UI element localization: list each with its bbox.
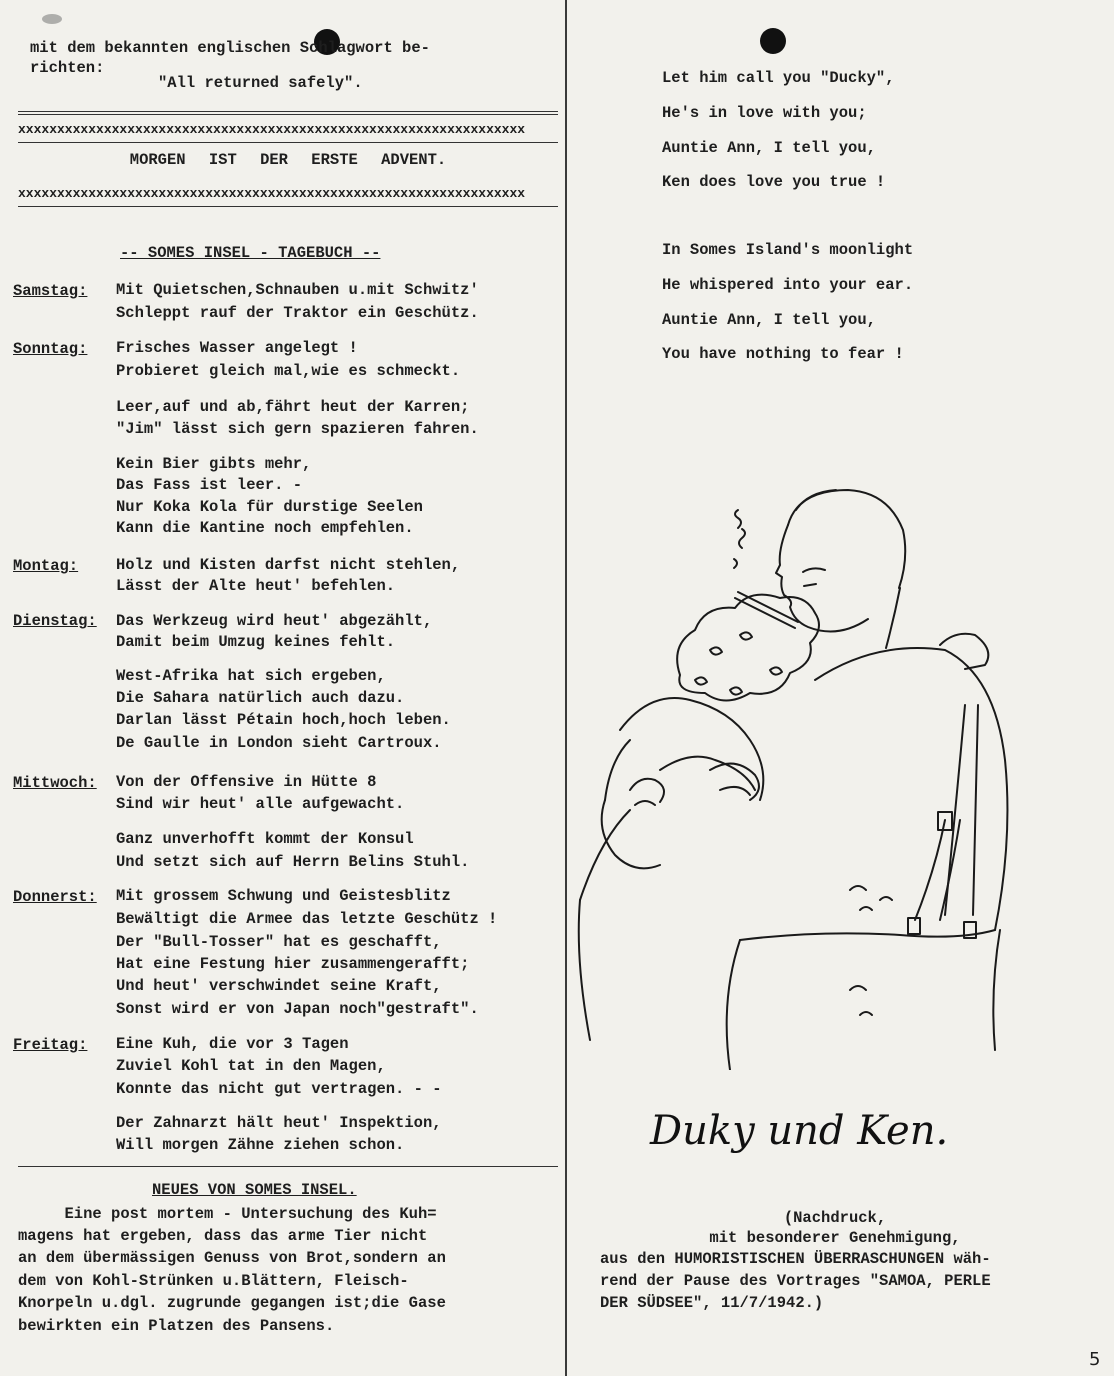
- verse-line: Auntie Ann, I tell you,: [662, 311, 876, 329]
- diary-line: Sonst wird er von Japan noch"gestraft".: [116, 1000, 479, 1018]
- diary-line: Mit Quietschen,Schnauben u.mit Schwitz': [116, 281, 479, 299]
- diary-line: Zuviel Kohl tat in den Magen,: [116, 1057, 386, 1075]
- diary-line: Das Werkzeug wird heut' abgezählt,: [116, 612, 433, 630]
- diary-line: Kein Bier gibts mehr,: [116, 455, 312, 473]
- section-rule: [18, 142, 558, 143]
- diary-line: Frisches Wasser angelegt !: [116, 339, 358, 357]
- diary-line: Der "Bull-Tosser" hat es geschafft,: [116, 933, 442, 951]
- diary-line: Der Zahnarzt hält heut' Inspektion,: [116, 1114, 442, 1132]
- intro-quote: "All returned safely".: [158, 74, 363, 92]
- news-line: Knorpeln u.dgl. zugrunde gegangen ist;die Gase: [18, 1294, 446, 1312]
- verse-line: He's in love with you;: [662, 104, 867, 122]
- cartoon-caption-signature: Duky und Ken.: [650, 1108, 949, 1154]
- diary-line: Mit grossem Schwung und Geistesblitz: [116, 887, 451, 905]
- credit-line: aus den HUMORISTISCHEN ÜBERRASCHUNGEN wäh-: [600, 1250, 991, 1268]
- credit-line: rend der Pause des Vortrages "SAMOA, PERLE: [600, 1272, 991, 1290]
- verse-line: You have nothing to fear !: [662, 345, 904, 363]
- diary-line: Ganz unverhofft kommt der Konsul: [116, 830, 414, 848]
- diary-day: Samstag:: [13, 282, 88, 300]
- diary-line: Lässt der Alte heut' befehlen.: [116, 577, 396, 595]
- diary-title: -- SOMES INSEL - TAGEBUCH --: [120, 244, 381, 262]
- diary-line: West-Afrika hat sich ergeben,: [116, 667, 386, 685]
- diary-day: Montag:: [13, 557, 79, 575]
- diary-line: Schleppt rauf der Traktor ein Geschütz.: [116, 304, 479, 322]
- diary-line: Hat eine Festung hier zusammengerafft;: [116, 955, 470, 973]
- verse-line: He whispered into your ear.: [662, 276, 914, 294]
- credit-line: mit besonderer Genehmigung,: [709, 1229, 961, 1247]
- advent-banner: MORGEN IST DER ERSTE ADVENT.: [129, 151, 447, 169]
- verse-line: In Somes Island's moonlight: [662, 241, 914, 259]
- verse-line: Auntie Ann, I tell you,: [662, 139, 876, 157]
- banner-x-row: xxxxxxxxxxxxxxxxxxxxxxxxxxxxxxxxxxxxxxxxxxxxxxxxxxxxxxxxxxxxxxxxx: [18, 122, 526, 137]
- credit-line: DER SÜDSEE", 11/7/1942.): [600, 1294, 824, 1312]
- verse-line: Ken does love you true !: [662, 173, 886, 191]
- diary-line: Sind wir heut' alle aufgewacht.: [116, 795, 405, 813]
- section-rule: [18, 1166, 558, 1167]
- news-line: an dem übermässigen Genuss von Brot,sondern an: [18, 1249, 446, 1267]
- diary-line: Darlan lässt Pétain hoch,hoch leben.: [116, 711, 451, 729]
- diary-line: Und setzt sich auf Herrn Belins Stuhl.: [116, 853, 470, 871]
- diary-line: Und heut' verschwindet seine Kraft,: [116, 977, 442, 995]
- diary-day: Dienstag:: [13, 612, 97, 630]
- diary-line: Die Sahara natürlich auch dazu.: [116, 689, 405, 707]
- diary-line: Das Fass ist leer. -: [116, 476, 303, 494]
- section-rule: [18, 114, 558, 115]
- diary-line: "Jim" lässt sich gern spazieren fahren.: [116, 420, 479, 438]
- diary-day: Mittwoch:: [13, 774, 97, 792]
- ink-smudge: [42, 14, 62, 24]
- diary-line: Nur Koka Kola für durstige Seelen: [116, 498, 423, 516]
- news-line: dem von Kohl-Strünken u.Blättern, Fleisch-: [18, 1272, 409, 1290]
- diary-line: Konnte das nicht gut vertragen. - -: [116, 1080, 442, 1098]
- section-rule: [18, 111, 558, 112]
- intro-line: richten:: [30, 59, 105, 77]
- diary-line: Leer,auf und ab,fährt heut der Karren;: [116, 398, 470, 416]
- diary-line: De Gaulle in London sieht Cartroux.: [116, 734, 442, 752]
- news-line: magens hat ergeben, dass das arme Tier nicht: [18, 1227, 428, 1245]
- news-title: NEUES VON SOMES INSEL.: [152, 1181, 357, 1199]
- diary-line: Probieret gleich mal,wie es schmeckt.: [116, 362, 461, 380]
- intro-line: mit dem bekannten englischen Schlagwort be-: [30, 39, 430, 57]
- diary-line: Eine Kuh, die vor 3 Tagen: [116, 1035, 349, 1053]
- diary-day: Sonntag:: [13, 340, 88, 358]
- page-number: 5: [1089, 1349, 1101, 1370]
- diary-line: Bewältigt die Armee das letzte Geschütz !: [116, 910, 498, 928]
- credit-line: (Nachdruck,: [783, 1209, 887, 1227]
- punch-hole-right: [760, 28, 786, 54]
- section-rule: [18, 206, 558, 207]
- diary-day: Donnerst:: [13, 888, 97, 906]
- diary-line: Will morgen Zähne ziehen schon.: [116, 1136, 405, 1154]
- diary-line: Von der Offensive in Hütte 8: [116, 773, 377, 791]
- cartoon-illustration: [560, 470, 1020, 1070]
- diary-line: Damit beim Umzug keines fehlt.: [116, 633, 396, 651]
- banner-x-row: xxxxxxxxxxxxxxxxxxxxxxxxxxxxxxxxxxxxxxxxxxxxxxxxxxxxxxxxxxxxxxxxx: [18, 186, 526, 201]
- diary-line: Kann die Kantine noch empfehlen.: [116, 519, 414, 537]
- diary-line: Holz und Kisten darfst nicht stehlen,: [116, 556, 461, 574]
- news-line: Eine post mortem - Untersuchung des Kuh=: [18, 1205, 437, 1223]
- diary-day: Freitag:: [13, 1036, 88, 1054]
- verse-line: Let him call you "Ducky",: [662, 69, 895, 87]
- news-line: bewirkten ein Platzen des Pansens.: [18, 1317, 335, 1335]
